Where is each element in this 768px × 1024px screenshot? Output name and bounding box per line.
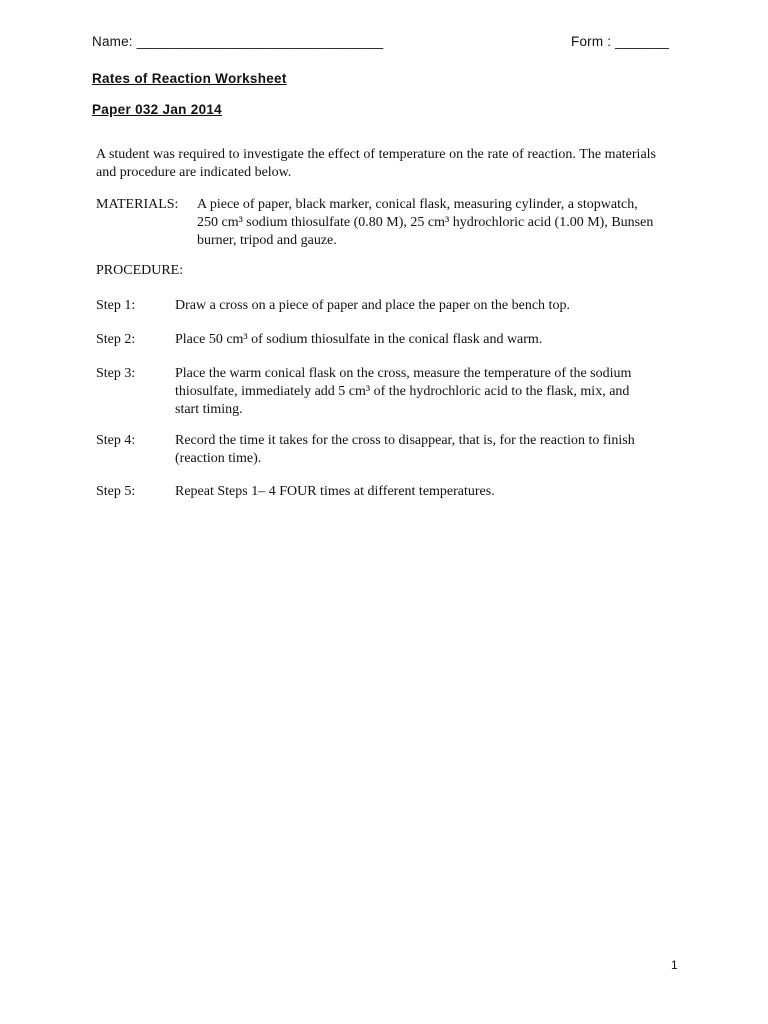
name-field-line: Name: ________________________________ [92, 34, 384, 49]
step-text: Place 50 cm³ of sodium thiosulfate in the conical flask and warm. [175, 332, 543, 347]
step-label: Step 2: [96, 332, 136, 347]
paper-title: Paper 032 Jan 2014 [92, 102, 222, 117]
intro-paragraph: A student was required to investigate the effect of temperature on the rate of reaction. The materials and procedure are indicated below. [96, 147, 656, 180]
procedure-label: PROCEDURE: [96, 263, 184, 278]
step-label: Step 3: [96, 366, 136, 381]
worksheet-title: Rates of Reaction Worksheet [92, 71, 287, 86]
materials-label: MATERIALS: [96, 197, 179, 212]
step-label: Step 1: [96, 298, 136, 313]
form-field-line: Form : _______ [571, 34, 670, 49]
step-text: Record the time it takes for the cross to disappear, that is, for the reaction to finish (reaction time). [175, 433, 635, 466]
step-label: Step 5: [96, 484, 136, 499]
step-text: Draw a cross on a piece of paper and place the paper on the bench top. [175, 298, 570, 313]
step-text: Repeat Steps 1– 4 FOUR times at different temperatures. [175, 484, 495, 499]
step-label: Step 4: [96, 433, 136, 448]
page-number: 1 [671, 958, 678, 972]
step-text: Place the warm conical flask on the cross, measure the temperature of the sodium thiosulfate, immediately add 5 cm³ of the hydrochloric acid to the flask, mix, and start timing. [175, 366, 632, 417]
materials-text: A piece of paper, black marker, conical flask, measuring cylinder, a stopwatch, 250 cm³ sodium thiosulfate (0.80 M), 25 cm³ hydrochloric acid (1.00 M), Bunsen burner, tripod and gauze. [197, 197, 654, 248]
